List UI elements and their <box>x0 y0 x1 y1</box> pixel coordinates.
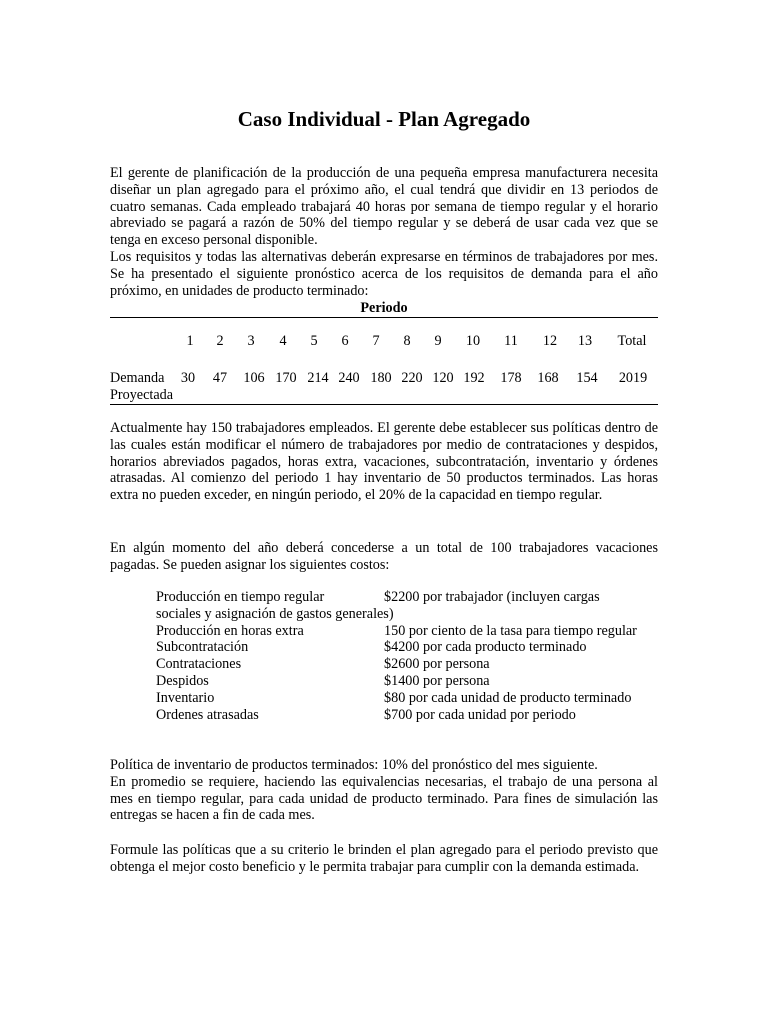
cost-row <box>156 707 666 724</box>
cost-row <box>156 639 666 656</box>
table-bottom-rule <box>110 404 658 405</box>
cost-row <box>156 673 666 690</box>
column-header: 2 <box>216 333 224 349</box>
cost-value: $4200 por cada producto terminado <box>384 639 587 656</box>
table-cell: 192 <box>463 370 485 386</box>
cost-item: Contrataciones <box>156 656 242 673</box>
cost-value: $2600 por persona <box>384 656 490 673</box>
paragraph-1: El gerente de planificación de la producción de una pequeña empresa manufacturera necesita diseñar un plan agregado para el próximo año, el cual tendrá que dividir en 13 periodos de cuatro semanas. Cada empleado trabajará 40 horas por semana de tiempo regular y el horario abreviado se pagará a razón de 50% del tiempo regular y se deberá de usar cada vez que se tenga en exceso personal disponible. <box>110 165 658 249</box>
table-cell: 214 <box>307 370 329 386</box>
cost-row <box>156 589 666 606</box>
paragraph-5 <box>110 757 658 824</box>
table-cell: 240 <box>338 370 360 386</box>
cost-item: Subcontratación <box>156 639 249 656</box>
cost-item: Ordenes atrasadas <box>156 706 259 723</box>
table-group-header: Periodo <box>360 300 408 316</box>
table-cell: 168 <box>537 370 559 386</box>
cost-row-continuation: sociales y asignación de gastos generales) <box>156 605 394 622</box>
cost-value: $1400 por persona <box>384 672 490 689</box>
table-cell: 2019 <box>618 370 648 386</box>
column-header: 10 <box>465 333 481 349</box>
column-header: 11 <box>504 333 518 349</box>
cost-value: $80 por cada unidad de producto terminado <box>384 689 632 706</box>
paragraph-4: En algún momento del año deberá concederse a un total de 100 trabajadores vacaciones pagadas. Se pueden asignar los siguientes costos: <box>110 540 658 573</box>
table-cell: 120 <box>432 370 454 386</box>
column-header: 5 <box>310 333 318 349</box>
paragraph-5b: En promedio se requiere, haciendo las equivalencias necesarias, el trabajo de una persona al mes en tiempo regular, para cada unidad de producto terminado. Para fines de simulación las entregas se hacen a fin de cada mes. <box>110 773 658 824</box>
table-cell: 170 <box>275 370 297 386</box>
table-row-label <box>110 370 173 404</box>
cost-item: Producción en tiempo regular <box>156 589 325 605</box>
column-header: 4 <box>279 333 287 349</box>
table-cell: 106 <box>243 370 265 386</box>
table-cell: 178 <box>500 370 522 386</box>
column-header: 7 <box>372 333 380 349</box>
table-cell: 220 <box>401 370 423 386</box>
table-cell: 154 <box>576 370 598 386</box>
intro-paragraph <box>110 165 658 299</box>
cost-item: Producción en horas extra <box>156 622 304 639</box>
cost-value: $700 por cada unidad por periodo <box>384 706 576 723</box>
table-cell: 180 <box>370 370 392 386</box>
row-label-line-2: Proyectada <box>110 386 174 403</box>
column-header: Total <box>617 333 647 349</box>
cost-row <box>156 656 666 673</box>
table-cell: 47 <box>212 370 228 386</box>
cost-item: Inventario <box>156 689 215 706</box>
row-label-line-1: Demanda <box>110 370 165 386</box>
column-header: 9 <box>434 333 442 349</box>
column-header: 1 <box>186 333 194 349</box>
document-title: Caso Individual - Plan Agregado <box>237 107 531 131</box>
paragraph-2: Los requisitos y todas las alternativas deberán expresarse en términos de trabajadores por mes. Se ha presentado el siguiente pronóstico acerca de los requisitos de demanda para el año próximo, en unidades de producto terminado: <box>110 248 658 299</box>
table-top-rule <box>110 317 658 318</box>
column-header: 6 <box>341 333 349 349</box>
column-header: 13 <box>577 333 593 349</box>
paragraph-3: Actualmente hay 150 trabajadores empleados. El gerente debe establecer sus políticas dentro de las cuales están modificar el número de trabajadores por medio de contrataciones y despidos, horarios abreviados pagados, horas extra, vacaciones, subcontratación, inventario y órdenes atrasadas. Al comienzo del periodo 1 hay inventario de 50 productos terminados. Las horas extra no pueden exceder, en ningún periodo, el 20% de la capacidad en tiempo regular. <box>110 420 658 504</box>
cost-item: Despidos <box>156 672 209 689</box>
paragraph-5a: Política de inventario de productos terminados: 10% del pronóstico del mes siguiente. <box>110 757 598 773</box>
cost-row <box>156 690 666 707</box>
cost-list <box>156 589 666 723</box>
cost-value: 150 por ciento de la tasa para tiempo regular <box>384 622 637 639</box>
column-header: 12 <box>542 333 558 349</box>
table-cell: 30 <box>180 370 196 386</box>
column-header: 3 <box>247 333 255 349</box>
cost-row <box>156 623 666 640</box>
cost-value: $2200 por trabajador (incluyen cargas <box>384 589 600 605</box>
paragraph-6: Formule las políticas que a su criterio le brinden el plan agregado para el periodo previsto que obtenga el mejor costo beneficio y le permita trabajar para cumplir con la demanda estimada. <box>110 842 658 875</box>
column-header: 8 <box>403 333 411 349</box>
